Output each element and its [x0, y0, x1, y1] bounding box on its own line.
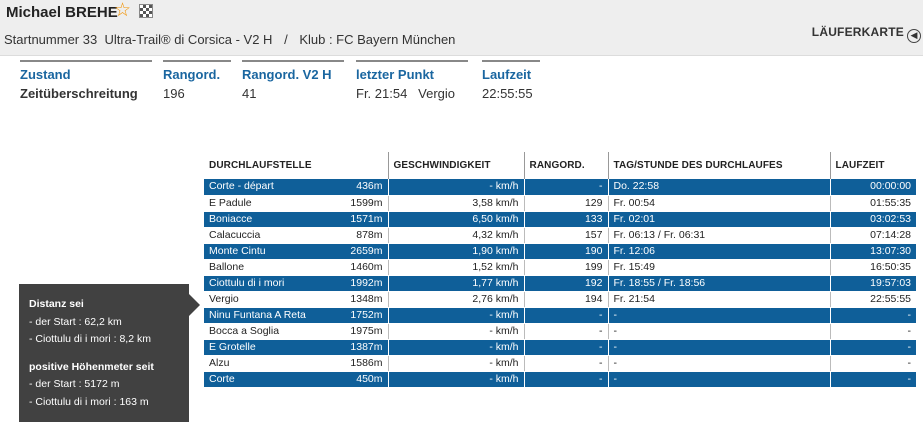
checkpoint-name: Calacuccia	[209, 228, 261, 241]
checkpoint-altitude: 1460m	[350, 260, 383, 273]
race-time-cell: -	[830, 323, 916, 339]
checkpoint-altitude: 1387m	[350, 340, 383, 353]
summary-rank	[163, 60, 231, 101]
checkpoint-cell	[204, 307, 388, 323]
last-point-time: Fr. 21:54	[356, 86, 408, 101]
checkpoint-altitude: 436m	[356, 180, 383, 192]
distance-from-start: - der Start : 62,2 km	[29, 315, 122, 328]
table-row[interactable]	[204, 339, 916, 355]
header-rank: RANGORD.	[524, 152, 608, 179]
elevation-from-start: - der Start : 5172 m	[29, 378, 120, 390]
rank-cell: 192	[524, 275, 608, 291]
race-time-cell: -	[830, 371, 916, 387]
table-row[interactable]	[204, 259, 916, 275]
checkpoint-cell	[204, 275, 388, 291]
checkpoint-cell	[204, 243, 388, 259]
race-time-cell: 07:14:28	[830, 227, 916, 243]
checkpoint-name: Corte	[209, 372, 235, 385]
checkpoint-altitude: 450m	[356, 372, 383, 385]
speed-cell: - km/h	[388, 307, 524, 323]
checkpoint-altitude: 2659m	[350, 244, 383, 257]
checkpoint-name: Monte Cintu	[209, 244, 266, 257]
table-row[interactable]	[204, 307, 916, 323]
speed-cell: - km/h	[388, 355, 524, 371]
race-time-cell: 03:02:53	[830, 211, 916, 227]
table-row[interactable]	[204, 243, 916, 259]
runner-header	[0, 0, 923, 56]
summary-race-time	[482, 60, 540, 101]
table-row[interactable]	[204, 323, 916, 339]
club-name: Klub : FC Bayern München	[299, 32, 456, 47]
checkpoint-name: Alzu	[209, 356, 230, 369]
checkpoint-cell	[204, 355, 388, 371]
passage-time-cell: Fr. 18:55 / Fr. 18:56	[608, 275, 830, 291]
speed-cell: - km/h	[388, 323, 524, 339]
race-time-cell: -	[830, 307, 916, 323]
star-outline-icon[interactable]: ☆	[114, 0, 132, 21]
rank-v2h-value: 41	[242, 86, 257, 101]
passage-time-cell: Fr. 00:54	[608, 195, 830, 211]
rank-cell: 157	[524, 227, 608, 243]
checkpoint-name: Boniacce	[209, 212, 253, 225]
checkpoint-cell	[204, 371, 388, 387]
checkpoint-altitude: 1571m	[350, 212, 383, 225]
checkpoint-cell	[204, 259, 388, 275]
checkpoint-name: E Padule	[209, 196, 252, 209]
race-time-cell: 01:55:35	[830, 195, 916, 211]
checkpoint-altitude: 1975m	[350, 324, 383, 337]
summary-rank-v2h	[242, 60, 344, 101]
checkpoint-altitude: 1599m	[350, 196, 383, 209]
runner-card-link[interactable]	[812, 25, 921, 43]
speed-cell: 6,50 km/h	[388, 211, 524, 227]
runner-card-label: LÄUFERKARTE	[811, 25, 904, 39]
header-passage-time: TAG/STUNDE DES DURCHLAUFES	[608, 152, 830, 179]
rank-v2h-label: Rangord. V2 H	[242, 60, 344, 82]
checkpoint-altitude: 878m	[356, 228, 383, 241]
table-row[interactable]	[204, 227, 916, 243]
race-time-value: 22:55:55	[482, 86, 533, 101]
header-race-time: LAUFZEIT	[830, 152, 916, 179]
runner-subline	[4, 32, 455, 47]
rank-cell: -	[524, 179, 608, 195]
table-row[interactable]	[204, 291, 916, 307]
rank-cell: 199	[524, 259, 608, 275]
table-row[interactable]	[204, 371, 916, 387]
speed-cell: 1,77 km/h	[388, 275, 524, 291]
rank-cell: -	[524, 339, 608, 355]
last-point-value	[356, 82, 468, 101]
separator: /	[284, 32, 288, 47]
status-label: Zustand	[20, 60, 152, 82]
table-row[interactable]	[204, 179, 916, 195]
header-speed: GESCHWINDIGKEIT	[388, 152, 524, 179]
last-point-place: Vergio	[418, 86, 456, 101]
checkpoint-name: Ciottulu di i mori	[209, 276, 285, 289]
checkpoint-name: E Grotelle	[209, 340, 256, 353]
distance-from-point: - Ciottulu di i mori : 8,2 km	[29, 333, 151, 345]
race-time-cell: 00:00:00	[830, 179, 916, 195]
rank-cell: 133	[524, 211, 608, 227]
checkpoint-cell	[204, 211, 388, 227]
splits-table	[204, 152, 916, 388]
speed-cell: - km/h	[388, 339, 524, 355]
checkpoint-name: Ninu Funtana A Reta	[209, 308, 306, 321]
checkpoint-cell	[204, 323, 388, 339]
checkpoint-altitude: 1992m	[350, 276, 383, 289]
rank-cell: -	[524, 323, 608, 339]
elevation-from-point: - Ciottulu di i mori : 163 m	[29, 395, 149, 408]
table-row[interactable]	[204, 211, 916, 227]
elevation-title: positive Höhenmeter seit	[29, 360, 154, 373]
header-checkpoint: DURCHLAUFSTELLE	[209, 160, 312, 171]
race-name: Ultra-Trail® di Corsica - V2 H	[104, 32, 273, 47]
passage-time-cell: Fr. 12:06	[608, 243, 830, 259]
status-value: Zeitüberschreitung	[20, 86, 138, 101]
last-point-label: letzter Punkt	[356, 60, 468, 82]
checkpoint-name: Corte - départ	[209, 180, 274, 193]
passage-time-cell: -	[608, 307, 830, 323]
passage-time-cell: -	[608, 339, 830, 355]
race-time-cell: 13:07:30	[830, 243, 916, 259]
passage-time-cell: Fr. 06:13 / Fr. 06:31	[608, 227, 830, 243]
table-header-row	[204, 152, 916, 179]
summary-last-point	[356, 60, 468, 101]
rank-value: 196	[163, 86, 185, 101]
passage-time-cell: Do. 22:58	[608, 179, 830, 195]
distance-info-tooltip	[19, 284, 189, 422]
checkered-flag-icon	[139, 4, 153, 18]
summary-status	[20, 60, 152, 101]
speed-cell: - km/h	[388, 179, 524, 195]
rank-cell: 194	[524, 291, 608, 307]
table-row[interactable]	[204, 275, 916, 291]
passage-time-cell: Fr. 21:54	[608, 291, 830, 307]
speed-cell: 3,58 km/h	[388, 195, 524, 211]
race-time-label: Laufzeit	[482, 60, 540, 82]
checkpoint-name: Vergio	[209, 292, 239, 305]
race-time-cell: -	[830, 355, 916, 371]
passage-time-cell: -	[608, 355, 830, 371]
rank-cell: 129	[524, 195, 608, 211]
checkpoint-name: Bocca a Soglia	[209, 324, 280, 337]
table-row[interactable]	[204, 355, 916, 371]
speed-cell: 1,52 km/h	[388, 259, 524, 275]
checkpoint-cell	[204, 227, 388, 243]
speed-cell: 1,90 km/h	[388, 243, 524, 259]
checkpoint-cell	[204, 339, 388, 355]
race-time-cell: 22:55:55	[830, 291, 916, 307]
speed-cell: - km/h	[388, 371, 524, 387]
race-time-cell: 16:50:35	[830, 259, 916, 275]
rank-cell: 190	[524, 243, 608, 259]
passage-time-cell: Fr. 15:49	[608, 259, 830, 275]
rank-cell: -	[524, 355, 608, 371]
passage-time-cell: -	[608, 371, 830, 387]
rank-cell: -	[524, 307, 608, 323]
passage-time-cell: Fr. 02:01	[608, 211, 830, 227]
race-time-cell: 19:57:03	[830, 275, 916, 291]
rank-cell: -	[524, 371, 608, 387]
table-row[interactable]	[204, 195, 916, 211]
bib-number: Startnummer 33	[4, 32, 98, 47]
checkpoint-name: Ballone	[209, 260, 245, 273]
checkpoint-altitude: 1586m	[350, 356, 383, 369]
checkpoint-cell	[204, 179, 388, 195]
arrow-left-icon: ◀	[907, 29, 921, 43]
checkpoint-altitude: 1348m	[350, 292, 383, 305]
checkpoint-cell	[204, 195, 388, 211]
tooltip-caret	[189, 294, 200, 316]
race-time-cell: -	[830, 339, 916, 355]
runner-name: Michael BREHE	[6, 4, 118, 21]
rank-label: Rangord.	[163, 60, 231, 82]
speed-cell: 4,32 km/h	[388, 227, 524, 243]
splits-body	[204, 179, 916, 387]
speed-cell: 2,76 km/h	[388, 291, 524, 307]
checkpoint-altitude: 1752m	[350, 308, 383, 321]
checkpoint-cell	[204, 291, 388, 307]
passage-time-cell: -	[608, 323, 830, 339]
distance-title: Distanz sei	[29, 298, 84, 310]
